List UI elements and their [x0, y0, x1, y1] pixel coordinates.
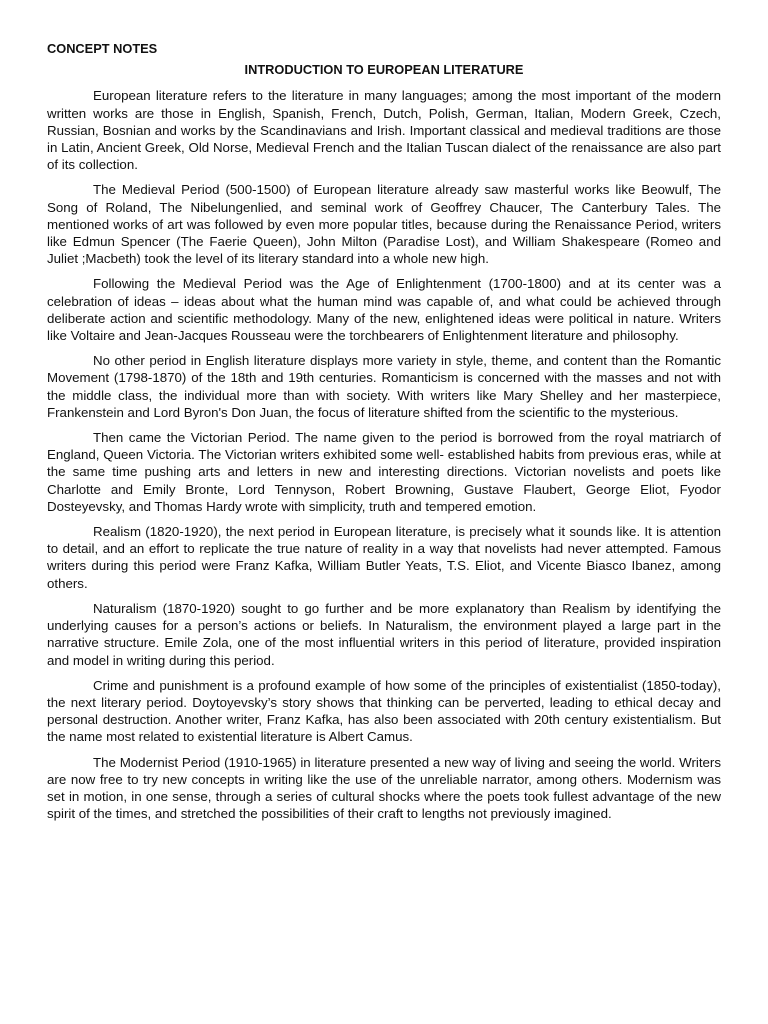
paragraph-romantic-movement: No other period in English literature displays more variety in style, theme, and content than the Romantic Movement (1798-1870) of the 18th and 19th centuries. Romanticism is concerned with the masses and not with the middle class, the individual more than with society. With writers like Mary Shelley and her masterpiece, Frankenstein and Lord Byron's Don Juan, the focus of literature shifted from the scientific to the mysterious.: [47, 353, 721, 420]
paragraph-enlightenment: Following the Medieval Period was the Age of Enlightenment (1700-1800) and at its center was a celebration of ideas – ideas about what the human mind was capable of, and what could be achieved through deliberate action and scientific methodology. Many of the new, enlightened ideas were political in nature. Writers like Voltaire and Jean-Jacques Rousseau were the torchbearers of Enlightenment literature and philosophy.: [47, 276, 721, 344]
paragraph-victorian-period: Then came the Victorian Period. The name given to the period is borrowed from the royal matriarch of England, Queen Victoria. The Victorian writers exhibited some well- established habits from previous eras, while at the same time pushing arts and letters in new and interesting directions. Victorian novelists and poets like Charlotte and Emily Bronte, Lord Tennyson, Robert Browning, Gustave Flaubert, George Eliot, Fyodor Dosteyevsky, and Thomas Hardy wrote with simplicity, truth and tempered emotion.: [47, 430, 721, 514]
paragraph-naturalism: Naturalism (1870-1920) sought to go further and be more explanatory than Realism by identifying the underlying causes for a person’s actions or beliefs. In Naturalism, the environment played a large part in the narrative structure. Emile Zola, one of the most influential writers in this period of literature, provided inspiration and model in writing during this period.: [47, 600, 721, 668]
paragraph-realism: Realism (1820-1920), the next period in European literature, is precisely what it sounds like. It is attention to detail, and an effort to replicate the true nature of reality in a way that novelists had never attempted. Famous writers during this period were Franz Kafka, William Butler Yeats, T.S. Eliot, and Vicente Biasco Ibanez, among others.: [47, 524, 721, 591]
paragraph-introduction: European literature refers to the literature in many languages; among the most important of the modern written works are those in English, Spanish, French, Dutch, Polish, German, Italian, Modern Greek, Czech, Russian, Bosnian and works by the Scandinavians and Irish. Important classical and medieval traditions are those in Latin, Ancient Greek, Old Norse, Medieval French and the Italian Tuscan dialect of the renaissance are also part of its collection.: [47, 88, 721, 173]
document-page: [47, 40, 721, 830]
document-title: INTRODUCTION TO EUROPEAN LITERATURE: [244, 62, 524, 78]
document-label: CONCEPT NOTES: [47, 41, 158, 56]
paragraph-existentialism: Crime and punishment is a profound example of how some of the principles of existentialist (1850-today), the next literary period. Doytoyevsky’s story shows that thinking can be perverted, leading to ethical decay and personal destruction. Another writer, Franz Kafka, has also been associated with 20th century existentialism. But the name most related to existential literature is Albert Camus.: [47, 677, 721, 745]
paragraph-medieval-period: The Medieval Period (500-1500) of European literature already saw masterful works like Beowulf, The Song of Roland, The Nibelungenlied, and seminal work of Geoffrey Chaucer, The Canterbury Tales. The mentioned works of art was followed by even more popular titles, because during the Renaissance Period, writers like Edmun Spencer (The Faerie Queen), John Milton (Paradise Lost), and William Shakespeare (Romeo and Juliet ;Macbeth) took the level of its literary standard into a whole new high.: [47, 182, 721, 267]
paragraph-modernist-period: The Modernist Period (1910-1965) in literature presented a new way of living and seeing the world. Writers are now free to try new concepts in writing like the use of the unreliable narrator, among others. Modernism was set in motion, in one sense, through a series of cultural shocks where the poets took fullest advantage of the new spirit of the times, and stretched the possibilities of their craft to lengths not previously imagined.: [47, 754, 721, 822]
